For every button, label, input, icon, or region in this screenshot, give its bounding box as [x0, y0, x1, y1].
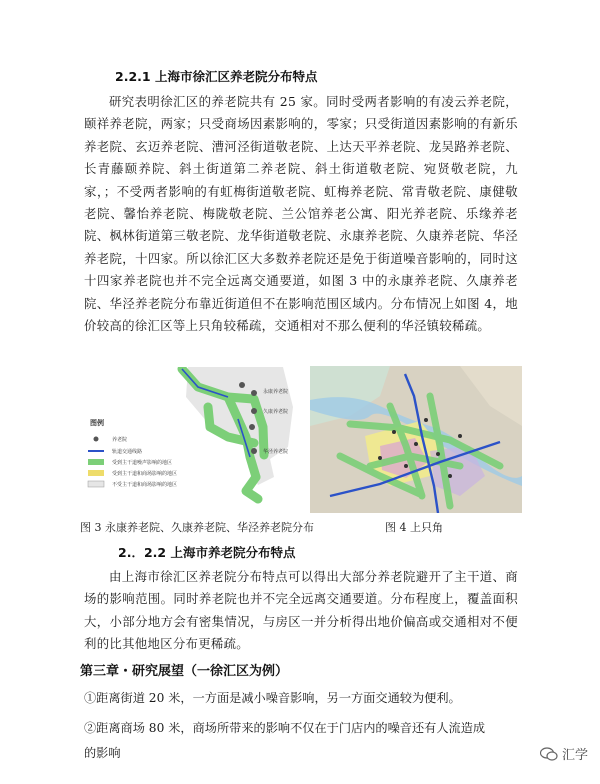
map-label-1: 永康养老院: [263, 389, 289, 395]
legend-item-2: 轨道交通线路: [112, 449, 143, 455]
legend-item-4: 受到主干道和商场影响的地区: [112, 471, 178, 477]
legend-item-1: 养老院: [112, 437, 128, 443]
figure-3-map-graphic: [78, 367, 302, 509]
legend-title: 图例: [90, 419, 104, 427]
legend-grey-swatch: [88, 481, 104, 487]
outlook-item-2-cont: 的影响: [84, 746, 121, 760]
section-2-2-2-body: [84, 566, 518, 656]
legend-green-swatch: [88, 459, 104, 465]
section-2-2-2-title: 2.．2.2 上海市养老院分布特点: [118, 545, 296, 560]
outlook-item-2: ②距离商场 80 米，商场所带来的影响不仅在于门店内的噪音还有人流造成: [84, 721, 486, 735]
section-2-2-1-paragraph: 研究表明徐汇区的养老院共有 25 家。同时受两者影响的有凌云养老院，颐祥养老院，两家；只受商场因素影响的，零家；只受街道因素影响的有新乐养老院、玄迈养老院、漕河泾街道敬老院、上达天平养老院、龙吴路养老院、长青藤颐养院、斜土街道第二养老院、斜土街道敬老院、宛贤敬老院，九家，；不受两者影响的有虹梅街道敬老院、虹梅养老院、常青敬老院、康健敬老院、馨怡养老院、梅陇敬老院、兰公馆养老公寓、阳光养老院、乐缘养老院、枫林街道第三敬老院、龙华街道敬老院、永康养老院、久康养老院、华泾养老院，十四家。所以徐汇区大多数养老院还是免于街道噪音影响的，同时这十四家养老院也并不完全远离交通要道，如图 3 中的永康养老院、久康养老院、华泾养老院分布靠近街道但不在影响范围区域内。分布情况上如图 4，地价较高的徐汇区等上只角较稀疏，交通相对不那么便利的华泾镇较稀疏。: [84, 94, 518, 334]
section-2-2-2-paragraph: 由上海市徐汇区养老院分布特点可以得出大部分养老院避开了主干道、商场的影响范围。同时养老院也并不完全远离交通要道。分布程度上，覆盖面积大，小部分地方会有密集情况，与房区一并分析得出地价偏高或交通相对不便利的比其他地区分布更稀疏。: [84, 569, 518, 652]
map-label-3: 华泾养老院: [263, 449, 289, 455]
figure-3-map: [78, 367, 302, 509]
legend-item-5: 不受主干道和商场影响的地区: [112, 482, 178, 488]
figure-4-map: [310, 366, 522, 513]
figure-3-caption: 图 3 永康养老院、久康养老院、华泾养老院分布: [80, 521, 314, 534]
watermark: [540, 744, 588, 763]
wechat-icon: [540, 747, 558, 761]
legend-dot-icon: [94, 437, 99, 442]
outlook-item-1: ①距离街道 20 米，一方面是减小噪音影响，另一方面交通较为便利。: [84, 691, 461, 705]
figure-4-map-graphic: [310, 366, 522, 513]
chapter-3-title: 第三章・研究展望（一徐汇区为例）: [80, 664, 289, 679]
legend-item-3: 受到主干道噪声影响的地区: [112, 460, 173, 466]
section-2-2-1-title: 2.2.1 上海市徐汇区养老院分布特点: [115, 69, 318, 84]
legend-yellow-swatch: [88, 470, 104, 476]
figure-4-caption: 图 4 上只角: [385, 521, 443, 534]
map-label-2: 久康养老院: [263, 409, 289, 415]
watermark-text: 汇学: [561, 748, 588, 763]
section-2-2-1-body: [84, 91, 518, 337]
